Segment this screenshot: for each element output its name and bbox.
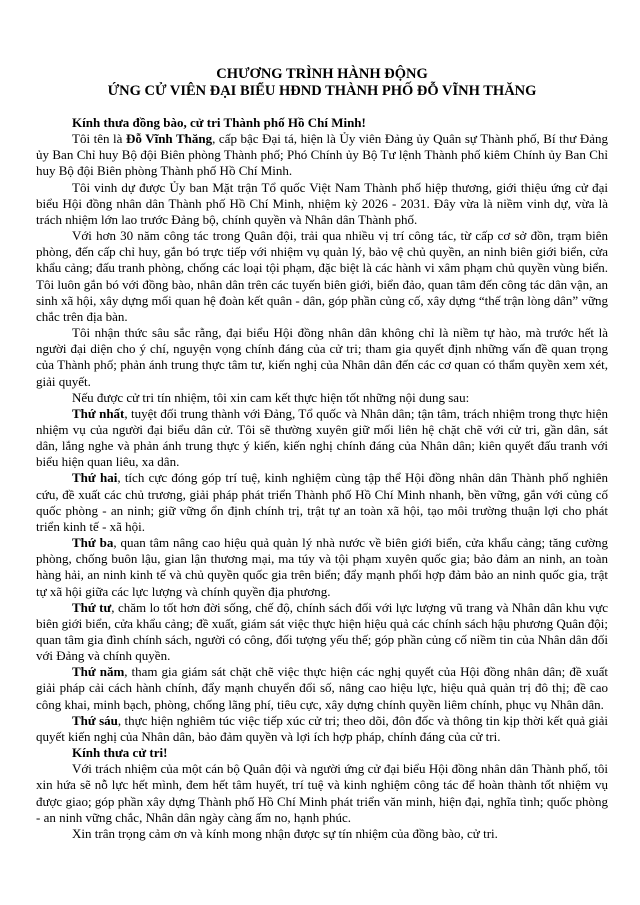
text-run: , thực hiện nghiêm túc việc tiếp xúc cử tri; theo dõi, đôn đốc và thông tin kịp thời kết quả giải quyết kiến nghị của Nhân dân, bảo đảm quyền và lợi ích hợp pháp, chính đáng của cử tri. [36, 712, 608, 744]
paragraph [36, 713, 608, 745]
bold-text-run: Kính thưa cử tri! [72, 745, 168, 761]
document-title-line1: CHƯƠNG TRÌNH HÀNH ĐỘNG [216, 66, 428, 82]
paragraph [36, 325, 608, 390]
salutation-heading [36, 115, 608, 131]
text-run: , quan tâm nâng cao hiệu quả quản lý nhà nước về biên giới biển, cửa khẩu cảng; tăng cường phòng, chống buôn lậu, gian lận thương mại, ma túy và tội phạm xuyên quốc gia; bảo đảm an ninh, an toàn hàng hải, an ninh kinh tế và chủ quyền quốc gia trên biển; đẩy mạnh phối hợp đảm bảo an ninh quốc gia, trật tự xã hội giữa các lực lượng và chính quyền địa phương. [36, 535, 609, 599]
document-title [36, 66, 608, 100]
bold-text-run: Đỗ Vĩnh Thăng [125, 131, 213, 147]
text-run: , chăm lo tốt hơn đời sống, chế độ, chính sách đối với lực lượng vũ trang và Nhân dân khu vực biên giới biển, cửa khẩu cảng; đề xuất, giám sát việc thực hiện hiệu quả các chính sách hậu phương Quân đội; quan tâm gia đình chính sách, người có công, đối tượng yếu thế; góp phần củng cố niềm tin của Nhân dân đối với Đảng và chính quyền. [36, 599, 608, 664]
paragraph [36, 600, 608, 665]
text-run: , tuyệt đối trung thành với Đảng, Tổ quốc và Nhân dân; tận tâm, trách nhiệm trong thực hiện nhiệm vụ của người đại biểu dân cử. Tôi sẽ thường xuyên giữ mối liên hệ chặt chẽ với cử tri, gần dân, sát dân, lắng nghe và phản ánh trung thực ý kiến, kiến nghị chính đáng của Nhân dân; kiên quyết đấu tranh với biểu hiện quan liêu, xa dân. [36, 405, 608, 470]
text-run: , tham gia giám sát chặt chẽ việc thực hiện các nghị quyết của Hội đồng nhân dân; đề xuất giải pháp cải cách hành chính, đẩy mạnh chuyển đổi số, nâng cao hiệu lực, hiệu quả quản trị đô thị; đề cao công khai, minh bạch, phòng, chống lãng phí, tiêu cực, xây dựng chính quyền liêm chính, phục vụ Nhân dân. [36, 664, 608, 712]
bold-text-run: Thứ tư [72, 599, 112, 615]
text-run: Với trách nhiệm của một cán bộ Quân đội và người ứng cử đại biểu Hội đồng nhân dân Thành phố, tôi xin hứa sẽ nỗ lực hết mình, đem hết tâm huyết, trí tuệ và kinh nghiệm công tác để hoàn thành tốt nhiệm vụ được giao; góp phần xây dựng Thành phố Hồ Chí Minh phát triển văn minh, hiện đại, nghĩa tình; quốc phòng - an ninh vững chắc, Nhân dân ngày càng ấm no, hạnh phúc. [36, 761, 608, 825]
document-body [36, 115, 608, 842]
salutation-heading [36, 745, 608, 761]
text-run: Với hơn 30 năm công tác trong Quân đội, trải qua nhiều vị trí công tác, từ cấp cơ sở đồn, trạm biên phòng, đến cấp chỉ huy, gắn bó trực tiếp với nhiệm vụ quản lý, bảo vệ chủ quyền, an ninh biên giới biển, cửa khẩu cảng; đấu tranh phòng, chống các loại tội phạm, đặc biệt là các hành vi xâm phạm chủ quyền vùng biển. Tôi luôn gắn bó với đồng bào, nhân dân trên các tuyến biên giới, biển đảo, quan tâm đến công tác dân vận, an sinh xã hội, xây dựng mối quan hệ đoàn kết quân - dân, góp phần củng cố, xây dựng “thế trận lòng dân” vững chắc trên địa bàn. [36, 228, 608, 324]
text-run: Tôi nhận thức sâu sắc rằng, đại biểu Hội đồng nhân dân không chỉ là niềm tự hào, mà trước hết là người đại diện cho ý chí, nguyện vọng chính đáng của cử tri; tham gia quyết định những vấn đề quan trọng của Thành phố; phản ánh trung thực tâm tư, kiến nghị của Nhân dân đến các cơ quan có thẩm quyền xem xét, giải quyết. [36, 325, 608, 389]
document-title-line2: ỨNG CỬ VIÊN ĐẠI BIỂU HĐND THÀNH PHỐ ĐỖ VĨNH THĂNG [107, 83, 537, 99]
paragraph [36, 390, 608, 406]
paragraph [36, 535, 608, 600]
text-run: Tôi tên là [72, 131, 126, 147]
paragraph [36, 131, 608, 179]
bold-text-run: Kính thưa đồng bào, cử tri Thành phố Hồ Chí Minh! [72, 115, 366, 130]
paragraph [36, 228, 608, 325]
text-run: Tôi vinh dự được Ủy ban Mặt trận Tổ quốc Việt Nam Thành phố hiệp thương, giới thiệu ứng cử đại biểu Hội đồng nhân dân Thành phố Hồ Chí Minh, nhiệm kỳ 2026 - 2031. Đây vừa là niềm vinh dự, vừa là trách nhiệm lớn lao trước Đảng bộ, chính quyền và Nhân dân Thành phố. [36, 179, 608, 227]
paragraph [36, 664, 608, 712]
bold-text-run: Thứ năm [72, 664, 125, 680]
text-run: , cấp bậc Đại tá, hiện là Ủy viên Đảng ủy Quân sự Thành phố, Bí thư Đảng ủy Ban Chỉ huy Bộ đội Biên phòng Thành phố; Phó Chính ủy Bộ Tư lệnh Thành phố kiêm Chính ủy Ban Chỉ huy Bộ đội Biên phòng Thành phố Hồ Chí Minh. [36, 131, 609, 179]
text-run: Nếu được cử tri tín nhiệm, tôi xin cam kết thực hiện tốt những nội dung sau: [72, 389, 470, 405]
text-run: Xin trân trọng cảm ơn và kính mong nhận được sự tín nhiệm của đồng bào, cử tri. [72, 825, 498, 841]
paragraph [36, 826, 608, 842]
bold-text-run: Thứ hai [72, 470, 118, 486]
paragraph [36, 180, 608, 228]
bold-text-run: Thứ sáu [72, 712, 118, 728]
paragraph [36, 406, 608, 471]
bold-text-run: Thứ ba [72, 535, 114, 551]
paragraph [36, 761, 608, 826]
paragraph [36, 470, 608, 535]
bold-text-run: Thứ nhất [72, 405, 125, 421]
text-run: , tích cực đóng góp trí tuệ, kinh nghiệm cùng tập thể Hội đồng nhân dân Thành phố nghiên cứu, đề xuất các chủ trương, giải pháp phát triển Thành phố Hồ Chí Minh nhanh, bền vững, gắn với củng cố quốc phòng - an ninh; giữ vững ổn định chính trị, trật tự an toàn xã hội, tạo môi trường thuận lợi cho phát triển kinh tế - xã hội. [36, 470, 608, 534]
